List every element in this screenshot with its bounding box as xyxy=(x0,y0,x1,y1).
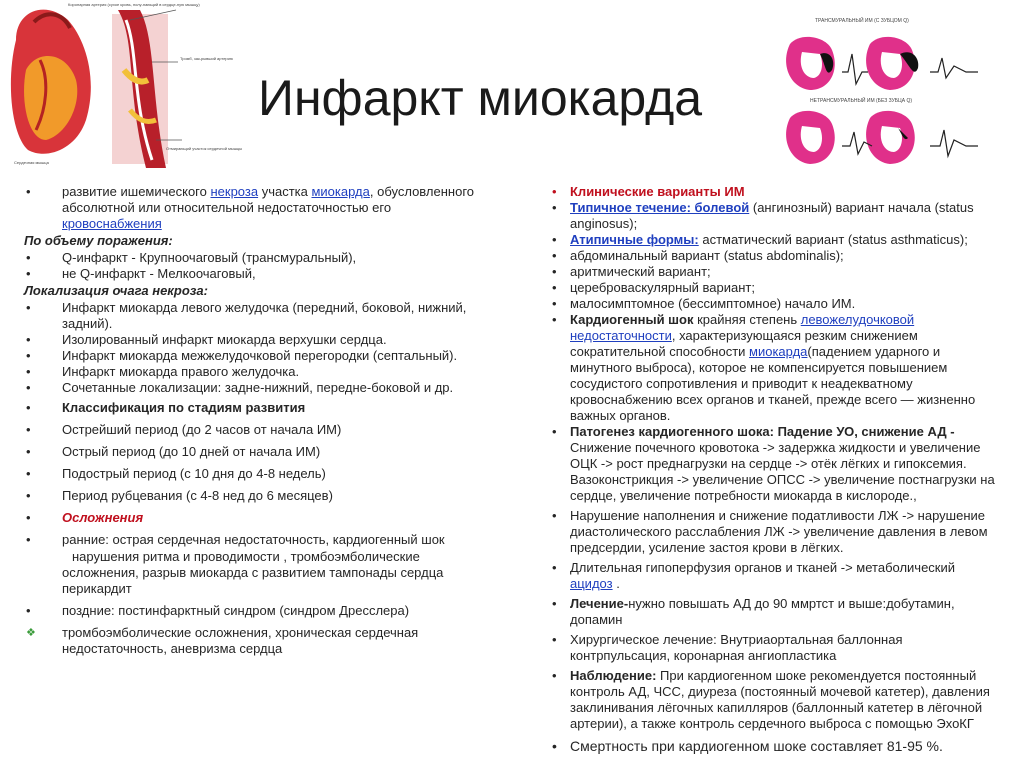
bullet-icon: • xyxy=(552,596,557,611)
list-item: • Инфаркт миокарда правого желудочка. xyxy=(26,364,300,379)
bullet-icon: • xyxy=(26,332,31,347)
hypoperfusion-item: • Длительная гипоперфузия органов и тканей -> метаболический ацидоз . xyxy=(552,560,956,591)
bullet-icon: • xyxy=(26,348,31,363)
definition-item: • развитие ишемического некроза участка миокарда, обусловленного абсолютной или относительной недостаточностью его кровоснабжения xyxy=(26,184,475,231)
complications-item: • Осложнения xyxy=(26,510,144,525)
illus-label-top: Коронарная артерия (сухое кровь, полу-пающий в сердце-ную мышцу) xyxy=(68,2,200,7)
observation-item: • Наблюдение: При кардиогенном шоке рекомендуется постоянный контроль АД, ЧСС, диуреза (постоянный мочевой катетер), давления заклинивания лёгочных капилляров (баллонный катетер в лёгочной артерии), а также контроль сердечного выброса с помощью ЭхоКГ xyxy=(552,668,990,731)
illus-label-nontransmural: НЕТРАНСМУРАЛЬНЫЙ ИМ (БЕЗ ЗУБЦА Q) xyxy=(810,98,912,104)
bullet-icon: • xyxy=(552,560,557,575)
bullet-icon: • xyxy=(552,280,557,295)
bullet-icon: • xyxy=(552,738,557,754)
late-complications-more: ❖ тромбоэмболические осложнения, хроническая сердечная недостаточность, аневризма сердца xyxy=(26,625,419,656)
list-item: • Инфаркт миокарда межжелудочковой перегородки (септальный). xyxy=(26,348,458,363)
bullet-icon: • xyxy=(552,184,557,199)
heart-artery-illustration xyxy=(6,0,258,168)
stage-item: • Подострый период (с 10 дня до 4-8 недель) xyxy=(26,466,326,481)
bullet-icon: • xyxy=(552,508,557,523)
early-complications-more: нарушения ритма и проводимости , тромбоэмболические осложнения, разрыв миокарда с развитием тампонады сердца перикардит xyxy=(62,549,444,596)
atypical-item: • Атипичные формы: астматический вариант (status asthmaticus); xyxy=(552,232,968,247)
list-item: • малосимптомное (бессимптомное) начало ИМ. xyxy=(552,296,856,311)
shock-item: • Кардиогенный шок крайняя степень левожелудочковой недостаточности, характеризующаяся резким снижением сократительной способности миокарда(падением ударного и минутного выброса), которое не компенсируется повышением сосудистого сопротивления и приводит к неадекватному кровоснабжению всех органов и тканей, прежде всего — жизненно важных органов. xyxy=(552,312,976,423)
pathogenesis-item: • Патогенез кардиогенного шока: Падение УО, снижение АД - Снижение почечного кровотока -> задержка жидкости и увеличение ОЦК -> рост преднагрузки на сердце -> отёк лёгких и гипоксемия. Вазоконстрикция -> увеличение ОПСС -> увеличение постнагрузки на сердце, увеличение потребности миокарда в кислороде., xyxy=(552,424,995,503)
right-column xyxy=(548,184,998,754)
page-title: Инфаркт миокарда xyxy=(258,70,703,126)
list-item: • Инфаркт миокарда левого желудочка (передний, боковой, нижний, задний). xyxy=(26,300,467,331)
bullet-icon: • xyxy=(26,400,31,415)
lv-failure-link[interactable]: левожелудочковой недостаточности xyxy=(570,312,915,343)
classification-item: • Классификация по стадиям развития xyxy=(26,400,306,415)
bullet-icon: • xyxy=(552,264,557,279)
bullet-icon: • xyxy=(552,232,557,247)
bullet-icon: • xyxy=(26,380,31,395)
list-item: • Сочетанные локализации: задне-нижний, передне-боковой и др. xyxy=(26,380,454,395)
illus-label-bottom: Отмирающий участок сердечной мышцы xyxy=(166,146,243,151)
list-item: • аритмический вариант; xyxy=(552,264,711,279)
bullet-icon: • xyxy=(26,266,31,281)
mortality-item: • Смертность при кардиогенном шоке составляет 81-95 %. xyxy=(552,738,943,754)
list-item: • не Q-инфаркт - Мелкоочаговый, xyxy=(26,266,256,281)
acidosis-link[interactable]: ацидоз xyxy=(570,576,613,591)
bullet-icon: • xyxy=(26,300,31,315)
bullet-icon: • xyxy=(26,250,31,265)
stage-item: • Острейший период (до 2 часов от начала ИМ) xyxy=(26,422,342,437)
bullet-icon: • xyxy=(552,668,557,683)
bullet-icon: • xyxy=(26,466,31,481)
bullet-icon: • xyxy=(552,312,557,327)
stage-item: • Период рубцевания (с 4-8 нед до 6 месяцев) xyxy=(26,488,333,503)
clinical-variants-item: • Клинические варианты ИМ xyxy=(552,184,745,199)
location-heading: Локализация очага некроза: xyxy=(24,283,208,298)
typical-item: • Типичное течение: болевой (ангинозный) вариант начала (status anginosus); xyxy=(552,200,974,231)
late-complications-item: • поздние: постинфарктный синдром (синдром Дресслера) xyxy=(26,603,410,618)
infarction-types-illustration xyxy=(770,14,1020,174)
bullet-icon: • xyxy=(26,444,31,459)
stage-item: • Острый период (до 10 дней от начала ИМ) xyxy=(26,444,321,459)
bullet-icon: • xyxy=(552,296,557,311)
bullet-icon: • xyxy=(26,422,31,437)
list-item: • цереброваскулярный вариант; xyxy=(552,280,755,295)
atypical-forms-link[interactable]: Атипичные формы: xyxy=(570,232,699,247)
surgery-item: • Хирургическое лечение: Внутриаортальная баллонная контрпульсация, коронарная ангиопластика xyxy=(552,632,903,663)
treatment-item: • Лечение-нужно повышать АД до 90 ммртст и выше:добутамин, допамин xyxy=(552,596,955,627)
volume-heading: По объему поражения: xyxy=(24,233,173,248)
diamond-bullet-icon: ❖ xyxy=(26,627,36,639)
typical-course-link[interactable]: Типичное течение: болевой xyxy=(570,200,750,215)
list-item: • Q-инфаркт - Крупноочаговый (трансмуральный), xyxy=(26,250,357,265)
bullet-icon: • xyxy=(26,488,31,503)
illus-label-transmural: ТРАНСМУРАЛЬНЫЙ ИМ (С ЗУБЦОМ Q) xyxy=(815,18,909,24)
bullet-icon: • xyxy=(26,364,31,379)
bullet-icon: • xyxy=(552,200,557,215)
bullet-icon: • xyxy=(552,632,557,647)
left-column xyxy=(24,184,494,657)
filling-item: • Нарушение наполнения и снижение податливости ЛЖ -> нарушение диастолического расслабления ЛЖ -> увеличение давления в левом предсердии, усиление застоя крови в лёгких. xyxy=(552,508,988,555)
list-item: • Изолированный инфаркт миокарда верхушки сердца. xyxy=(26,332,387,347)
bullet-icon: • xyxy=(26,184,31,199)
blood-supply-link[interactable]: кровоснабжения xyxy=(62,216,162,231)
myocardium-link-2[interactable]: миокарда xyxy=(749,344,808,359)
myocardium-link[interactable]: миокарда xyxy=(311,184,370,199)
bullet-icon: • xyxy=(552,424,557,439)
bullet-icon: • xyxy=(26,510,31,525)
illus-label-heart: Сердечная мышца xyxy=(14,160,49,165)
list-item: • абдоминальный вариант (status abdominalis); xyxy=(552,248,844,263)
bullet-icon: • xyxy=(26,603,31,618)
illus-label-mid: Тромб, зак-рывший артерию xyxy=(180,56,233,61)
early-complications-item: • ранние: острая сердечная недостаточность, кардиогенный шок xyxy=(26,532,445,547)
bullet-icon: • xyxy=(552,248,557,263)
necrosis-link[interactable]: некроза xyxy=(210,184,259,199)
bullet-icon: • xyxy=(26,532,31,547)
